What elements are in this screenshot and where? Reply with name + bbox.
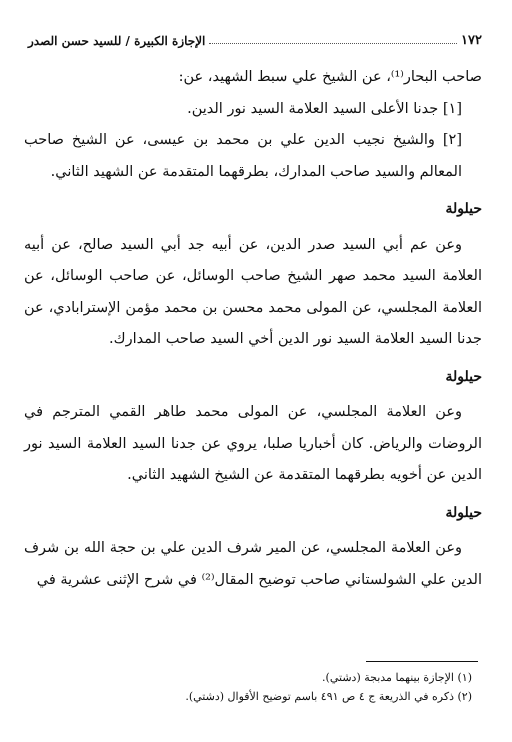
footnote: (٢) ذكره في الذريعة ج ٤ ص ٤٩١ باسم توضيح الأقوال (دشتي).	[185, 690, 472, 703]
list-item: [١] جدنا الأعلى السيد العلامة السيد نور الدين.	[187, 100, 462, 117]
running-header	[28, 22, 482, 48]
paragraph: وعن العلامة المجلسي، عن المير شرف الدين علي بن حجة الله بن شرف الدين علي الشولستاني صاحب توضيح المقال⁽²⁾ في شرح الإثنى عشرية في	[24, 540, 482, 588]
section-heading: حيلولة	[445, 201, 482, 217]
paragraph: وعن عم أبي السيد صدر الدين، عن أبيه جد أبي السيد صالح، عن أبيه العلامة السيد محمد صهر الشيخ صاحب الوسائل، عن صاحب الوسائل، عن العلامة المجلسي، عن المولى محمد محسن بن محمد مؤمن الإسترابادي، عن جدنا السيد العلامة السيد نور الدين أخي السيد صاحب المدارك.	[24, 236, 482, 347]
list-item: [٢] والشيخ نجيب الدين علي بن محمد بن عيسى، عن الشيخ صاحب المعالم والسيد صاحب المدارك، بطرقهما المتقدمة عن الشهيد الثاني.	[24, 132, 462, 180]
header-dotted-leader	[209, 43, 457, 44]
footnote-separator	[366, 661, 478, 662]
footnote: (١) الإجازة بينهما مدبجة (دشتي).	[322, 671, 472, 684]
section-heading: حيلولة	[445, 504, 482, 521]
main-text	[24, 62, 482, 596]
paragraph: صاحب البحار⁽¹⁾، عن الشيخ علي سبط الشهيد، عن:	[178, 69, 482, 85]
footnotes	[24, 668, 472, 706]
page-number: ١٧٢	[461, 33, 482, 48]
running-title: الإجازة الكبيرة / للسيد حسن الصدر	[28, 34, 206, 48]
paragraph: وعن العلامة المجلسي، عن المولى محمد طاهر القمي المترجم في الروضات والرياض. كان أخباريا صلبا، يروي عن جدنا السيد العلامة السيد نور الدين عن أخويه بطرقهما المتقدمة عن الشيخ الشهيد الثاني.	[24, 404, 482, 483]
section-heading: حيلولة	[445, 368, 482, 385]
